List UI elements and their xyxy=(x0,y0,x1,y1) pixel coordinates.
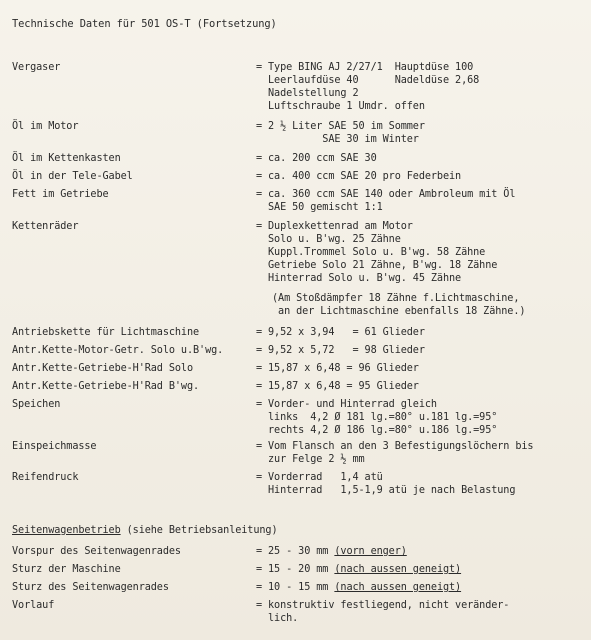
value-kette-motor-getr: 9,52 x 5,72 = 98 Glieder xyxy=(268,345,425,356)
value-oel-kettenkasten: ca. 200 ccm SAE 30 xyxy=(268,153,377,164)
value-kette-hrad-bwg: 15,87 x 6,48 = 95 Glieder xyxy=(268,381,419,392)
eq-kette-lichtmaschine: = xyxy=(256,327,263,338)
value-sturz-seitenwagenrad-note: (nach aussen geneigt) xyxy=(334,582,462,593)
value-sturz-maschine-main: 15 - 20 mm xyxy=(268,564,335,575)
label-kette-motor-getr: Antr.Kette-Motor-Getr. Solo u.B'wg. xyxy=(12,345,224,356)
label-vorspur: Vorspur des Seitenwagenrades xyxy=(12,546,181,557)
value-oel-motor-1: 2 ½ Liter SAE 50 im Sommer xyxy=(268,121,425,132)
label-vorlauf: Vorlauf xyxy=(12,600,55,611)
value-oel-motor-2: SAE 30 im Winter xyxy=(268,134,419,145)
value-vorspur-note: (vorn enger) xyxy=(334,546,407,557)
label-kette-lichtmaschine: Antriebskette für Lichtmaschine xyxy=(12,327,200,338)
label-vergaser: Vergaser xyxy=(12,62,61,73)
value-sturz-maschine xyxy=(268,563,461,576)
eq-oel-motor: = xyxy=(256,121,263,132)
label-speichen: Speichen xyxy=(12,399,61,410)
value-speichen-3: rechts 4,2 Ø 186 lg.=80° u.186 lg.=95° xyxy=(268,425,498,436)
value-kettenraeder-2: Solo u. B'wg. 25 Zähne xyxy=(268,234,401,245)
value-vergaser-1: Type BING AJ 2/27/1 Hauptdüse 100 xyxy=(268,62,474,73)
eq-kettenraeder: = xyxy=(256,221,263,232)
value-vergaser-4: Luftschraube 1 Umdr. offen xyxy=(268,101,425,112)
value-reifendruck-1: Vorderrad 1,4 atü xyxy=(268,472,383,483)
label-einspeichmasse: Einspeichmasse xyxy=(12,441,97,452)
value-sturz-seitenwagenrad-main: 10 - 15 mm xyxy=(268,582,335,593)
eq-einspeichmasse: = xyxy=(256,441,263,452)
label-reifendruck: Reifendruck xyxy=(12,472,79,483)
label-oel-motor: Öl im Motor xyxy=(12,121,79,132)
eq-kette-hrad-bwg: = xyxy=(256,381,263,392)
label-fett-getriebe: Fett im Getriebe xyxy=(12,189,109,200)
eq-oel-telegabel: = xyxy=(256,171,263,182)
label-kette-hrad-bwg: Antr.Kette-Getriebe-H'Rad B'wg. xyxy=(12,381,200,392)
value-speichen-1: Vorder- und Hinterrad gleich xyxy=(268,399,437,410)
value-kettenraeder-5: Hinterrad Solo u. B'wg. 45 Zähne xyxy=(268,273,462,284)
eq-sturz-seitenwagenrad: = xyxy=(256,582,263,593)
sidecar-heading-line xyxy=(12,524,277,537)
value-sturz-maschine-note: (nach aussen geneigt) xyxy=(334,564,462,575)
value-vorspur xyxy=(268,545,407,558)
value-einspeichmasse-2: zur Felge 2 ½ mm xyxy=(268,454,365,465)
sidecar-heading-note: (siehe Betriebsanleitung) xyxy=(120,525,278,536)
label-sturz-seitenwagenrad: Sturz des Seitenwagenrades xyxy=(12,582,169,593)
label-oel-kettenkasten: Öl im Kettenkasten xyxy=(12,153,121,164)
value-fett-getriebe-1: ca. 360 ccm SAE 140 oder Ambroleum mit Öl xyxy=(268,189,516,200)
value-reifendruck-2: Hinterrad 1,5-1,9 atü je nach Belastung xyxy=(268,485,516,496)
value-kettenraeder-1: Duplexkettenrad am Motor xyxy=(268,221,413,232)
value-oel-telegabel: ca. 400 ccm SAE 20 pro Federbein xyxy=(268,171,462,182)
value-vorlauf-1: konstruktiv festliegend, nicht veränder- xyxy=(268,600,510,611)
label-kettenraeder: Kettenräder xyxy=(12,221,79,232)
eq-speichen: = xyxy=(256,399,263,410)
value-vergaser-3: Nadelstellung 2 xyxy=(268,88,359,99)
value-kettenraeder-4: Getriebe Solo 21 Zähne, B'wg. 18 Zähne xyxy=(268,260,498,271)
eq-vorspur: = xyxy=(256,546,263,557)
eq-vorlauf: = xyxy=(256,600,263,611)
value-sturz-seitenwagenrad xyxy=(268,581,461,594)
eq-sturz-maschine: = xyxy=(256,564,263,575)
eq-reifendruck: = xyxy=(256,472,263,483)
eq-kette-motor-getr: = xyxy=(256,345,263,356)
value-vorlauf-2: lich. xyxy=(268,613,299,624)
note-stossdaempfer-1: (Am Stoßdämpfer 18 Zähne f.Lichtmaschine, xyxy=(272,293,520,304)
value-einspeichmasse-1: Vom Flansch an den 3 Befestigungslöchern bis xyxy=(268,441,534,452)
value-vergaser-2: Leerlaufdüse 40 Nadeldüse 2,68 xyxy=(268,75,480,86)
document-title: Technische Daten für 501 OS-T (Fortsetzung) xyxy=(12,18,277,30)
label-sturz-maschine: Sturz der Maschine xyxy=(12,564,121,575)
label-oel-telegabel: Öl in der Tele-Gabel xyxy=(12,171,133,182)
value-speichen-2: links 4,2 Ø 181 lg.=80° u.181 lg.=95° xyxy=(268,412,498,423)
eq-oel-kettenkasten: = xyxy=(256,153,263,164)
eq-fett-getriebe: = xyxy=(256,189,263,200)
value-kette-hrad-solo: 15,87 x 6,48 = 96 Glieder xyxy=(268,363,419,374)
value-kette-lichtmaschine: 9,52 x 3,94 = 61 Glieder xyxy=(268,327,425,338)
eq-kette-hrad-solo: = xyxy=(256,363,263,374)
value-vorspur-main: 25 - 30 mm xyxy=(268,546,335,557)
value-fett-getriebe-2: SAE 50 gemischt 1:1 xyxy=(268,202,383,213)
label-kette-hrad-solo: Antr.Kette-Getriebe-H'Rad Solo xyxy=(12,363,194,374)
note-stossdaempfer-2: an der Lichtmaschine ebenfalls 18 Zähne.) xyxy=(272,306,526,317)
value-kettenraeder-3: Kuppl.Trommel Solo u. B'wg. 58 Zähne xyxy=(268,247,486,258)
sidecar-heading: Seitenwagenbetrieb xyxy=(12,525,121,536)
eq-vergaser: = xyxy=(256,62,263,73)
